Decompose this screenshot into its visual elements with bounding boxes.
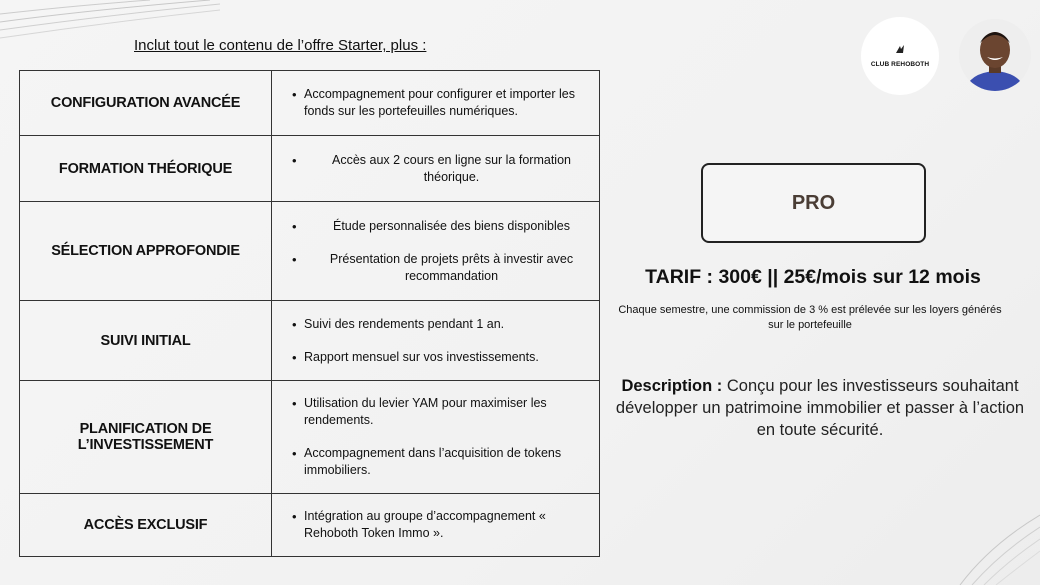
avatar: [959, 19, 1031, 91]
feature-name: SUIVI INITIAL: [20, 301, 272, 381]
description-label: Description :: [621, 377, 723, 395]
list-item: • Accompagnement pour configurer et importer les fonds sur les portefeuilles numériques.: [292, 86, 587, 120]
feature-description: [272, 381, 600, 494]
decorative-lines-bottom-right: [950, 495, 1040, 585]
table-row: [20, 136, 600, 202]
list-item: • Suivi des rendements pendant 1 an.: [292, 316, 587, 333]
feature-name: PLANIFICATION DE L’INVESTISSEMENT: [20, 381, 272, 494]
feature-name: CONFIGURATION AVANCÉE: [20, 71, 272, 136]
feature-name: SÉLECTION APPROFONDIE: [20, 202, 272, 301]
list-item: • Présentation de projets prêts à investir avec recommandation: [292, 251, 587, 285]
club-logo: [861, 17, 939, 95]
plan-price: TARIF : 300€ || 25€/mois sur 12 mois: [645, 266, 981, 288]
features-table: [19, 70, 600, 557]
table-row: [20, 71, 600, 136]
table-row: [20, 202, 600, 301]
rehoboth-logo-icon: [894, 44, 906, 58]
commission-note: Chaque semestre, une commission de 3 % est prélevée sur les loyers générés sur le portefeuille: [618, 304, 1002, 331]
feature-description: [272, 71, 600, 136]
list-item: • Accès aux 2 cours en ligne sur la formation théorique.: [292, 152, 587, 186]
feature-name: ACCÈS EXCLUSIF: [20, 494, 272, 557]
table-row: [20, 301, 600, 381]
feature-description: [272, 494, 600, 557]
table-row: [20, 381, 600, 494]
feature-name: FORMATION THÉORIQUE: [20, 136, 272, 202]
list-item: • Rapport mensuel sur vos investissements.: [292, 349, 587, 366]
feature-description: [272, 202, 600, 301]
plan-description: [610, 375, 1030, 441]
description-text: Conçu pour les investisseurs souhaitant développer un patrimoine immobilier et passer à l’action en toute sécurité.: [615, 377, 1025, 439]
table-row: [20, 494, 600, 557]
feature-description: [272, 136, 600, 202]
list-item: • Utilisation du levier YAM pour maximiser les rendements.: [292, 395, 587, 429]
feature-description: [272, 301, 600, 381]
club-logo-text: CLUB REHOBOTH: [870, 61, 930, 68]
list-item: • Intégration au groupe d’accompagnement « Rehoboth Token Immo ».: [292, 508, 587, 542]
list-item: • Étude personnalisée des biens disponibles: [292, 218, 587, 235]
list-item: • Accompagnement dans l’acquisition de tokens immobiliers.: [292, 445, 587, 479]
intro-text: Inclut tout le contenu de l’offre Starter, plus :: [134, 37, 427, 54]
plan-name-box: PRO: [701, 163, 926, 243]
